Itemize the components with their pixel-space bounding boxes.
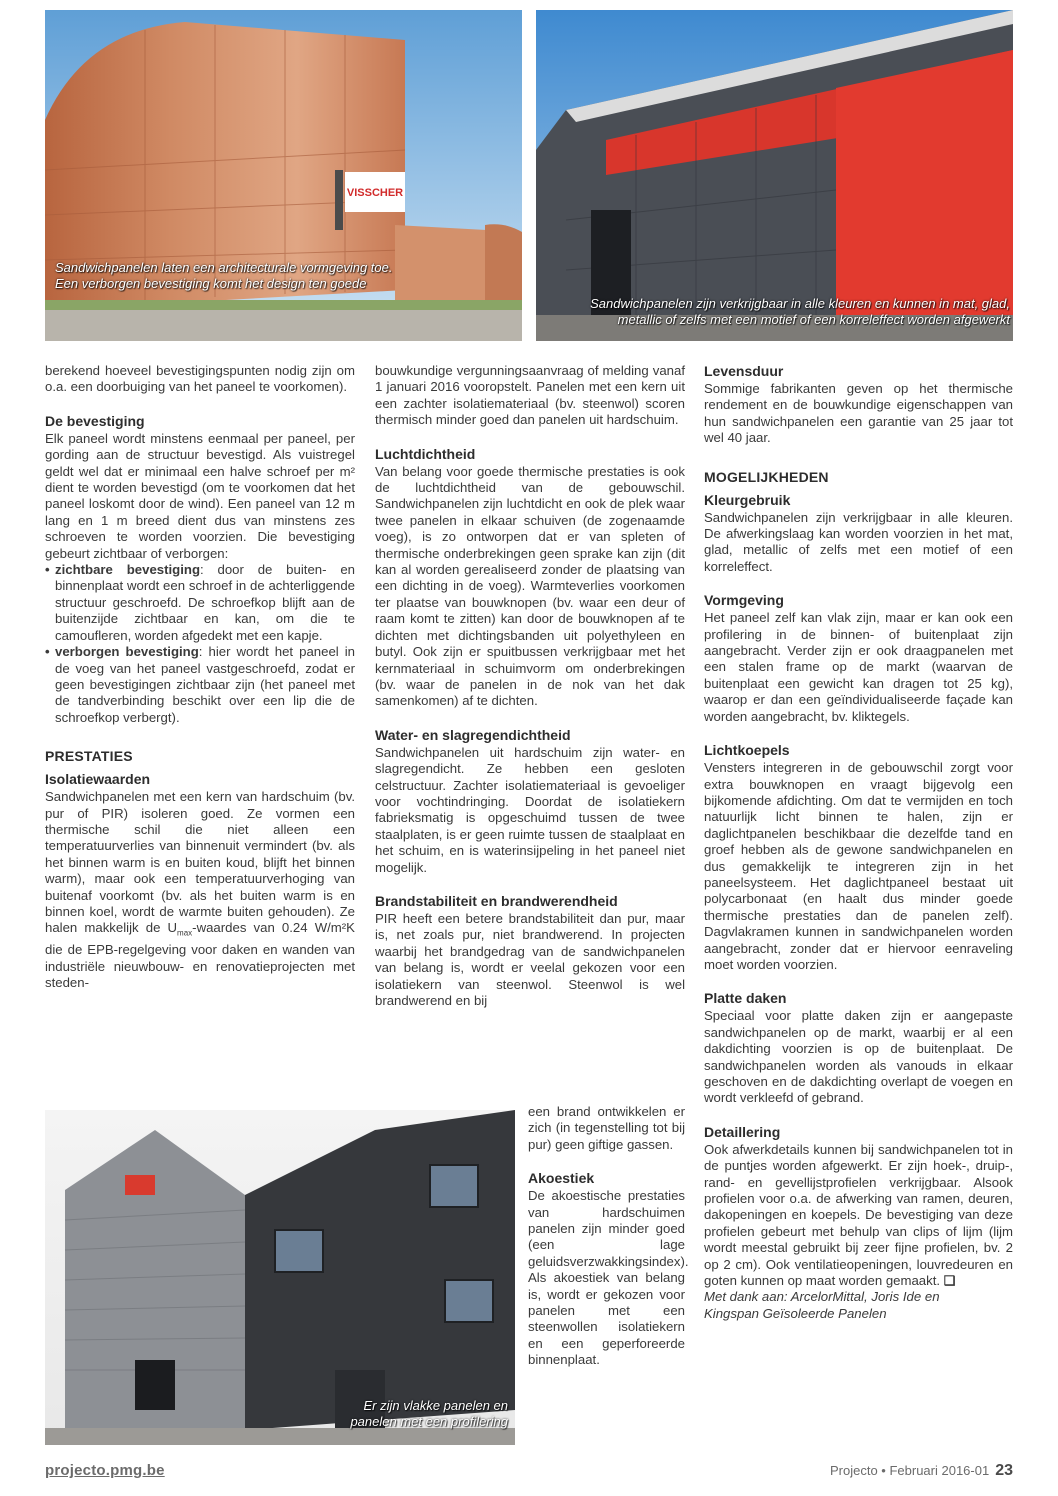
heading-kleurgebruik: Kleurgebruik bbox=[704, 491, 791, 508]
caption-line: Sandwichpanelen zijn verkrijgbaar in alle kleuren en kunnen in mat, glad, bbox=[590, 296, 1010, 311]
paragraph: Elk paneel wordt minstens eenmaal per paneel, per gording aan de structuur bevestigd. Als vuistregel geldt wel dat er minimaal een halve schroef per m² dient te worden bevestigd (om te voorkomen dat het paneel loskomt door de wind). Een paneel van 12 m lang en 1 m breed dient dus van minstens zes schroeven te worden voorzien. Die bevestiging gebeurt zichtbaar of verborgen: bbox=[45, 430, 355, 561]
heading-brand: Brandstabiliteit en brandwerendheid bbox=[375, 892, 618, 909]
paragraph: Sommige fabrikanten geven op het thermische rendement en de bouwkundige eigenschappen van hun sandwichpanelen een garantie van 25 jaar tot wel 40 jaar. bbox=[704, 381, 1013, 446]
caption-line: Er zijn vlakke panelen en bbox=[363, 1398, 508, 1413]
paragraph: Als akoestiek van belang is, wordt er gekozen voor panelen met een steenwollen isolatiekern en een geperforeerde binnenplaat. bbox=[528, 1270, 685, 1368]
subscript: max bbox=[177, 929, 193, 939]
text-run: -waardes van 0.24 W/m²K die de EPB-regelgeving voor daken en wanden van industriële nieuwbouw- en renovatieprojecten met steden- bbox=[45, 920, 355, 991]
caption-line: Een verborgen bevestiging komt het design ten goede bbox=[55, 276, 367, 291]
paragraph bbox=[45, 789, 355, 992]
photo2-caption bbox=[540, 296, 1010, 328]
heading-water: Water- en slagregendichtheid bbox=[375, 726, 571, 743]
acknowledgement bbox=[704, 1289, 1013, 1322]
heading-mogelijkheden: MOGELIJKHEDEN bbox=[704, 468, 829, 485]
paragraph: een brand ontwikkelen er zich (in tegenstelling tot bij pur) geen giftige gassen. bbox=[528, 1104, 685, 1152]
column-3 bbox=[704, 363, 1013, 1322]
heading-bevestiging: De bevestiging bbox=[45, 412, 145, 429]
paragraph: Vensters integreren in de gebouwschil zorgt voor extra bouwknopen en vraagt bijgevolg een bijkomende afdichting. Om dat te vermijden en toch natuurlijk licht binnen te halen, zijn er daglichtpanelen beschikbaar die dezelfde tand en groef hebben als de gewone sandwichpanelen en dus gemakkelijk te integreren zijn in het paneelsysteem. Het daglichtpaneel bestaat uit polycarbonaat (en haalt dus minder goede thermische prestaties dan de panelen zelf). Dagvlakramen kunnen in sandwichpanelen worden aangebracht, zonder dat er hiervoor eenraveling moet worden voorzien. bbox=[704, 760, 1013, 972]
heading-isolatiewaarden: Isolatiewaarden bbox=[45, 771, 151, 788]
caption-line: Sandwichpanelen laten een architecturale vormgeving toe. bbox=[55, 260, 393, 275]
paragraph: Sandwichpanelen zijn verkrijgbaar in alle kleuren. De afwerkingslaag kan worden voorzien in het mat, glad, metallic of zelfs met een motief of een korreleffect. bbox=[704, 509, 1013, 574]
bullet-dot: • bbox=[45, 644, 50, 660]
paragraph: Sandwichpanelen uit hardschuim zijn water- en slagregendicht. Ze hebben een gesloten celstructuur. Zachter isolatiemateriaal is gevoeliger voor vochtindringing. Doordat de isolatiekern fabrieksmatig is opgeschuimd tussen de twee staalplaten, is er geen ruimte tussen de staalplaat en het schuim, en is waterinsijpeling in het paneel niet mogelijk. bbox=[375, 744, 685, 875]
photo-red-facade bbox=[536, 10, 1013, 341]
page-number: 23 bbox=[995, 1462, 1013, 1479]
column-1 bbox=[45, 363, 355, 992]
photo3-caption bbox=[330, 1398, 508, 1430]
paragraph: Het paneel zelf kan vlak zijn, maar er kan ook een profilering in de binnen- of buitenplaat zijn aangebracht. Verder zijn er ook draagpanelen met een stalen frame op de markt (waarvan de buitenplaat een gewicht kan dragen tot 25 kg), waarop er dan een geïndividualiseerde façade kan worden aangebracht, bv. kliktegels. bbox=[704, 610, 1013, 724]
bullet-label: zichtbare bevestiging bbox=[55, 562, 200, 578]
photo-grey-building bbox=[45, 1110, 515, 1445]
photo1-caption bbox=[55, 260, 515, 292]
bullet-item bbox=[45, 562, 355, 644]
bullet-text: : door de buiten- en binnenplaat wordt een schroef in de achterliggende structuur geschroefd. De schroefkop blijft aan de buitenzijde zichtbaar en kan, om die te camoufleren, worden afgedekt met een kapje. bbox=[55, 562, 355, 643]
footer-issue-text: Projecto • Februari 2016-01 bbox=[830, 1463, 990, 1478]
footer-issue bbox=[830, 1462, 1013, 1480]
caption-line: metallic of zelfs met een motief of een korreleffect worden afgewerkt bbox=[617, 312, 1010, 327]
heading-luchtdichtheid: Luchtdichtheid bbox=[375, 445, 476, 462]
text-run: Ook afwerkdetails kunnen bij sandwichpanelen tot in de puntjes worden afgewerkt. Er zijn hoek-, druip-, rand- en gevellijstprofielen verkrijgbaar. Alsook profielen voor o.a. de afwerking van ramen, deuren, dakopeningen en koepels. De bevestiging van deze profielen gebeurt met behulp van clips of lijm (lijm wordt meestal gebruikt bij zeer fijne profielen, bv. 2 op 2 cm). Ook ventilatieopeningen, louvredeuren en goten kunnen op maat worden gemaakt. bbox=[704, 1141, 1013, 1289]
footer-site-link[interactable]: projecto.pmg.be bbox=[45, 1462, 165, 1479]
bullet-text: : hier wordt het paneel in de voeg van het paneel vastgeschroefd, zodat er geen bevestigingen zichtbaar zijn (het paneel met de tandverbinding beschikt over een lip die de schroefkop verbergt). bbox=[55, 644, 355, 725]
heading-akoestiek: Akoestiek bbox=[528, 1170, 595, 1187]
bullet-item bbox=[45, 644, 355, 726]
paragraph bbox=[704, 1142, 1013, 1290]
heading-vormgeving: Vormgeving bbox=[704, 592, 784, 609]
text-run: Sandwichpanelen met een kern van hardschuim (bv. pur of PIR) isoleren goed. Ze vormen een thermische schil die niet alleen een temperatuurverlies van binnenuit vermindert (bv. als het binnen warm is en buiten koud, blijft het binnen warm), maar ook een temperatuurverhoging van buitenaf voorkomt (bv. als het buiten warm is en binnen koel, wordt de warmte buiten gehouden). Ze halen makkelijk de U bbox=[45, 789, 355, 936]
thanks-line: Met dank aan: ArcelorMittal, Joris Ide en bbox=[704, 1289, 940, 1305]
column-2 bbox=[375, 363, 685, 1009]
bullet-label: verborgen bevestiging bbox=[55, 644, 199, 660]
heading-prestaties: PRESTATIES bbox=[45, 748, 133, 765]
paragraph: Van belang voor goede thermische prestaties is ook de luchtdichtheid van de gebouwschil. Sandwichpanelen zijn luchtdicht en ook de plek waar twee panelen in elkaar schuiven (de zogenaamde voeg), is zo ontworpen dat er van spleten of thermische onderbrekingen geen sprake kan zijn (dit kan al worden gerealiseerd zonder de plaatsing van een dichting in de voeg). Warmteverlies voorkomen ter plaatse van bouwknopen (bv. waar een deur of raam komt te zitten) kan door de bouwknopen af te dichten met dichtingsbanden uit polyethyleen en butyl. Ook zijn er spuitbussen verkrijgbaar met het kernmateriaal in schuimvorm om onderbrekingen (bv. waar de panelen in de nok van het dak samenkomen) af te dichten. bbox=[375, 463, 685, 709]
caption-line: panelen met een profilering bbox=[350, 1414, 508, 1429]
bullet-dot: • bbox=[45, 562, 50, 578]
photo1-sign: VISSCHER bbox=[346, 187, 404, 199]
paragraph: De akoestische prestaties van hardschuimen panelen zijn minder goed (een lage geluidsverzwakkingsindex). bbox=[528, 1188, 689, 1269]
heading-lichtkoepels: Lichtkoepels bbox=[704, 742, 790, 759]
heading-detaillering: Detaillering bbox=[704, 1123, 781, 1140]
end-mark-icon: ❑ bbox=[943, 1273, 956, 1289]
paragraph: PIR heeft een betere brandstabiliteit dan pur, maar is, net zoals pur, niet brandwerend. In projecten waarbij het brandgedrag van de sandwichpanelen van belang is, wordt er veelal gekozen voor een isolatiekern van steenwol. Steenwol is wel brandwerend en bij bbox=[375, 910, 685, 1008]
paragraph: berekend hoeveel bevestigingspunten nodig zijn om o.a. een doorbuiging van het paneel te voorkomen). bbox=[45, 363, 355, 395]
paragraph: Speciaal voor platte daken zijn er aangepaste sandwichpanelen op de markt, waarbij er al een dakdichting voorzien is op de buitenplaat. De sandwichpanelen worden als vanouds in elkaar geschoven en de dakdichting overlapt de voegen en wordt verkleefd of gebrand. bbox=[704, 1008, 1013, 1106]
heading-platte-daken: Platte daken bbox=[704, 990, 787, 1007]
thanks-line: Kingspan Geïsoleerde Panelen bbox=[704, 1305, 887, 1321]
paragraph: bouwkundige vergunningsaanvraag of melding vanaf 1 januari 2016 vooropstelt. Panelen met een kern uit een zachter isolatiemateriaal (bv. steenwol) scoren thermisch minder goed dan panelen uit hardschuim. bbox=[375, 363, 685, 428]
heading-levensduur: Levensduur bbox=[704, 363, 784, 379]
column-2-narrow bbox=[528, 1104, 689, 1369]
